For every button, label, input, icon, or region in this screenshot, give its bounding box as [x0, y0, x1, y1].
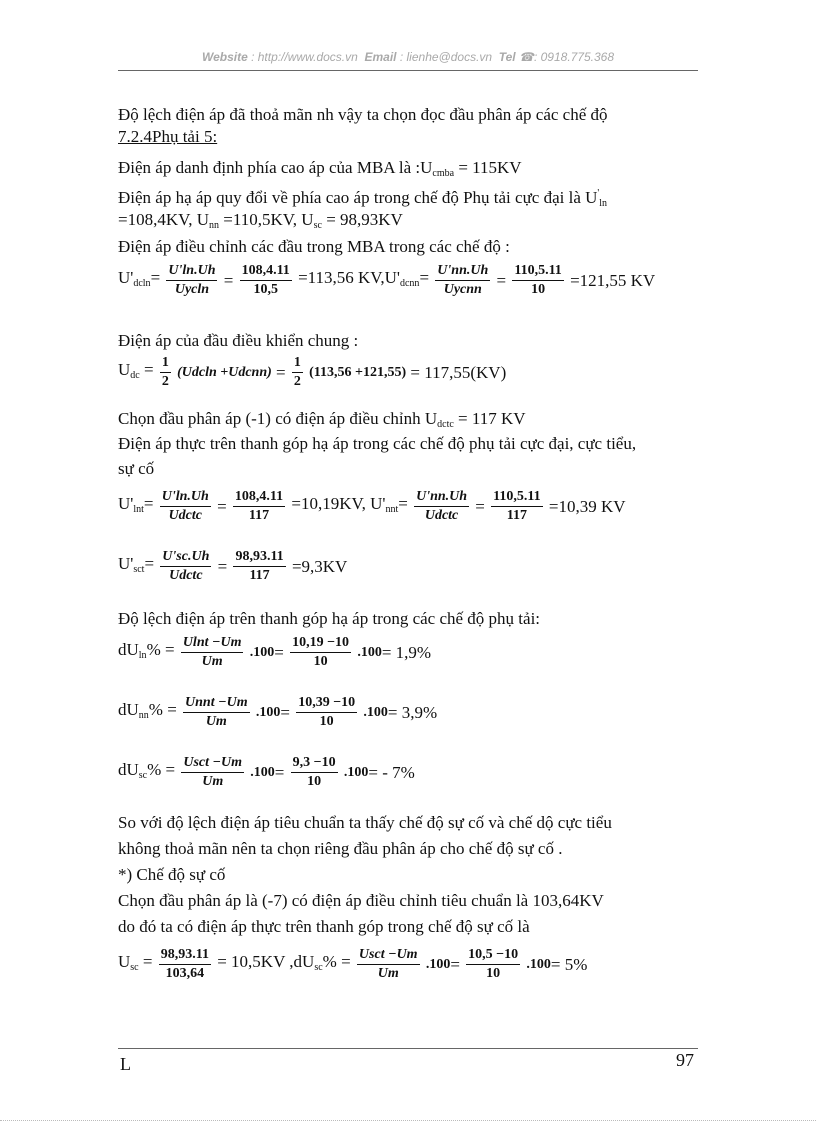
fraction: $\frac{U'\ln.Uh}{\text{Udctc}}$: [161, 489, 209, 523]
footer-left: L: [120, 1054, 131, 1074]
section-heading: 7.2.4Phụ tải 5:: [118, 127, 218, 146]
equation-udc: $U'_{dcln}=$ $\frac{U'\ln.Uh}{\text{Uycln}}$ = $\frac{108,4.11}{10,5}$ =113,56 $KV,U'_{dcnn}=$ $\frac{U'nn.Uh}{\text{Uycnn}}$ = $\frac{110,5.11}{10}$ =121,55 KV: [118, 263, 656, 297]
text-line: Điện áp của đầu điều khiển chung :: [118, 331, 359, 350]
text-line: không thoả mãn nên ta chọn riêng đầu phân áp cho chế độ sự cố .: [118, 839, 563, 858]
footer-rule: [118, 1048, 698, 1049]
fraction: $\frac{108,4.11}{117}$: [234, 489, 284, 523]
fraction: $\frac{Ulnt -Um}{Um}$: [182, 635, 242, 669]
text-line: Điện áp danh định phía cao áp của MBA là $:U_{cmba} = 115KV$: [118, 158, 522, 179]
text-line: =108,4KV, $U_{nn} =110,5KV$, $U_{sc} = 98,93KV$: [118, 210, 403, 231]
text-line: Chọn đầu phân áp (-1) có điện áp điều chỉnh $U_{dctc} = 117$ KV: [118, 409, 526, 430]
fraction: $\frac{10,39 -10}{10}$: [298, 695, 356, 729]
text-line: Độ lệch điện áp trên thanh góp hạ áp trong các chế độ phụ tải:: [118, 609, 541, 628]
page-header: [120, 50, 696, 64]
text-line: do đó ta có điện áp thực trên thanh góp trong chế độ sự cố là: [118, 917, 530, 936]
fraction: $\frac{U'\ln.Uh}{\text{Uycln}}$: [168, 263, 216, 297]
text-line: sự cố: [118, 459, 155, 478]
website-label: Website: [201, 50, 248, 64]
fraction: $\frac{110,5.11}{117}$: [493, 489, 541, 523]
header-rule: [118, 70, 698, 71]
tel-value: : 0918.775.368: [533, 50, 615, 64]
tel-label: Tel: [498, 50, 516, 64]
phone-icon: ☎: [519, 50, 534, 64]
fraction: $\frac{\text{Usct −Um}}{Um}$: [183, 755, 243, 789]
fraction: $\frac{108,4.11}{10,5}$: [241, 263, 290, 297]
fraction: $\frac{10,5 -10}{10}$: [468, 947, 519, 981]
email-label: Email: [364, 50, 397, 64]
fraction: $\frac{U'nn.Uh}{\text{Uycnn}}$: [437, 263, 489, 297]
fraction: $\frac{9,3 -10}{10}$: [292, 755, 336, 789]
fraction: $\frac{1}{2}$: [161, 355, 169, 389]
equation-dunn: $dU_{nn}\%$ = $\frac{\text{Unnt −Um}}{Um}$ .100= $\frac{10,39 -10}{10}$ .100= 3,9%: [118, 695, 438, 729]
text-line: Điện áp điều chỉnh các đầu trong MBA trong các chế độ :: [118, 237, 510, 256]
fraction: $\frac{10,19 -10}{10}$: [292, 635, 350, 669]
text-line: Độ lệch điện áp đã thoả mãn nh vậy ta chọn đọc đầu phân áp các chế độ: [118, 105, 608, 124]
equation-usc-final: $U_{sc}$ = $\frac{98,93.11}{103,64}$ = 10,5KV $,dU_{sc}\%$ = $\frac{\text{Usct −Um}}{Um}$ .100= $\frac{10,5 -10}{10}$ .100= 5%: [118, 947, 588, 981]
website-url: : http://www.docs.vn: [251, 50, 358, 64]
fraction: $\frac{U'nn.Uh}{\text{Udctc}}$: [416, 489, 468, 523]
equation-usct: $U'_{sct}=$ $\frac{U'sc.Uh}{\text{Udctc}}$ = $\frac{98,93.11}{117}$ =9,3KV: [118, 549, 348, 583]
text-line: Điện áp thực trên thanh góp hạ áp trong các chế độ phụ tải cực đại, cực tiểu,: [118, 434, 637, 453]
text-line: *) Chế độ sự cố: [118, 865, 226, 884]
fraction: $\frac{98,93.11}{117}$: [235, 549, 284, 583]
equation-udc-common: $U_{dc}$ = $\frac{1}{2}$ (Udcln +Udcnn) = $\frac{1}{2}$ (113,56 +121,55) = 117,55(KV): [118, 355, 507, 389]
page-number: 97: [676, 1050, 694, 1070]
equation-duln: $dU_{ln}\%$ = $\frac{Ulnt -Um}{Um}$ .100= $\frac{10,19 -10}{10}$ .100= 1,9%: [118, 635, 432, 669]
text-line: Điện áp hạ áp quy đổi về phía cao áp trong chế độ Phụ tải cực đại là $U'_{ln}$: [118, 188, 607, 209]
fraction: $\frac{98,93.11}{103,64}$: [160, 947, 209, 981]
text-line: Chọn đầu phân áp là (-7) có điện áp điều chỉnh tiêu chuẩn là 103,64KV: [118, 891, 604, 910]
fraction: $\frac{1}{2}$: [293, 355, 301, 389]
page-edge: [0, 1120, 816, 1121]
fraction: $\frac{U'sc.Uh}{\text{Udctc}}$: [162, 549, 210, 583]
fraction: $\frac{110,5.11}{10}$: [514, 263, 562, 297]
text-line: So với độ lệch điện áp tiêu chuẩn ta thấy chế độ sự cố và chế dộ cực tiểu: [118, 813, 612, 832]
equation-dusc: $dU_{sc}\%$ = $\frac{\text{Usct −Um}}{Um}$ .100= $\frac{9,3 -10}{10}$ .100= - 7%: [118, 755, 415, 789]
fraction: $\frac{\text{Unnt −Um}}{Um}$: [185, 695, 248, 729]
email-value: : lienhe@docs.vn: [399, 50, 493, 64]
equation-ulnt: $U'_{lnt}=$ $\frac{U'\ln.Uh}{\text{Udctc}}$ = $\frac{108,4.11}{117}$ =10,19KV, $U'_{nnt}=$ $\frac{U'nn.Uh}{\text{Udctc}}$ = $\frac{110,5.11}{117}$ =10,39 KV: [118, 489, 626, 523]
fraction: $\frac{\text{Usct −Um}}{Um}$: [358, 947, 418, 981]
